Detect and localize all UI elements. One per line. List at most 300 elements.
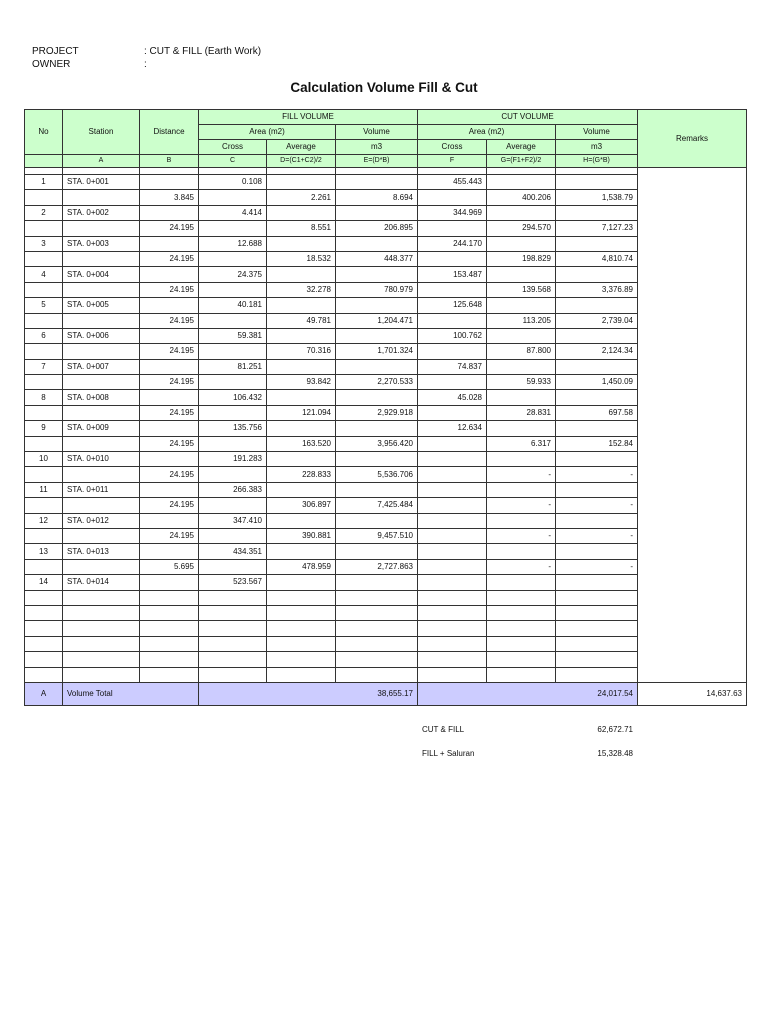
cut-average-value: 198.829: [487, 251, 556, 266]
empty-cell: [556, 667, 638, 682]
cut-volume-cell: [556, 236, 638, 251]
empty-cell: [25, 652, 63, 667]
header-distance: Distance: [140, 110, 199, 155]
cut-cross-cell: [418, 190, 487, 205]
station-no: 7: [25, 359, 63, 374]
empty-cell: [418, 621, 487, 636]
header-cut-cross: Cross: [418, 140, 487, 155]
distance-cell: [140, 236, 199, 251]
fill-average-cell: [267, 513, 336, 528]
header-cut-m3: m3: [556, 140, 638, 155]
cut-volume-value: 3,376.89: [556, 282, 638, 297]
fill-cross-value: 135.756: [199, 421, 267, 436]
empty-cell: [556, 621, 638, 636]
fill-cross-value: 40.181: [199, 298, 267, 313]
empty-cell: [63, 621, 140, 636]
station-cell: [63, 528, 140, 543]
cut-volume-cell: [556, 390, 638, 405]
header-cut-volume-sub: Volume: [556, 125, 638, 140]
fill-volume-cell: [336, 298, 418, 313]
fill-volume-value: 2,727.863: [336, 559, 418, 574]
station-cell: [63, 251, 140, 266]
fill-average-cell: [267, 390, 336, 405]
total-row: [25, 682, 747, 705]
fill-average-cell: [267, 544, 336, 559]
fill-volume-cell: [336, 575, 418, 590]
cut-cross-cell: [418, 405, 487, 420]
cut-average-value: 59.933: [487, 375, 556, 390]
fill-cross-value: 191.283: [199, 452, 267, 467]
fill-volume-cell: [336, 205, 418, 220]
station-cell: [63, 221, 140, 236]
header-cut-average: Average: [487, 140, 556, 155]
distance-cell: [140, 452, 199, 467]
empty-cell: [199, 667, 267, 682]
no-cell: [25, 344, 63, 359]
code-g: G=(F1+F2)/2: [487, 155, 556, 168]
empty-cell: [556, 636, 638, 651]
fill-cross-cell: [199, 251, 267, 266]
cut-volume-cell: [556, 298, 638, 313]
empty-cell: [199, 590, 267, 605]
distance-cell: [140, 575, 199, 590]
volume-table: [24, 109, 747, 706]
fill-saluran-label: FILL + Saluran: [422, 749, 475, 758]
station-name: STA. 0+004: [63, 267, 140, 282]
fill-volume-cell: [336, 482, 418, 497]
fill-cross-cell: [199, 344, 267, 359]
fill-cross-value: 59.381: [199, 328, 267, 343]
empty-cell: [487, 667, 556, 682]
station-cell: [63, 282, 140, 297]
fill-volume-cell: [336, 421, 418, 436]
fill-average-value: 121.094: [267, 405, 336, 420]
code-a: A: [63, 155, 140, 168]
empty-cell: [140, 636, 199, 651]
empty-cell: [487, 590, 556, 605]
cut-volume-value: 1,538.79: [556, 190, 638, 205]
station-name: STA. 0+006: [63, 328, 140, 343]
cut-average-value: -: [487, 498, 556, 513]
cut-cross-cell: [418, 221, 487, 236]
table-body: [25, 168, 747, 683]
empty-cell: [267, 636, 336, 651]
empty-cell: [25, 667, 63, 682]
project-label: PROJECT: [32, 46, 79, 57]
cut-volume-cell: [556, 175, 638, 190]
empty-cell: [487, 652, 556, 667]
fill-cross-value: 523.567: [199, 575, 267, 590]
station-name: STA. 0+005: [63, 298, 140, 313]
page-title: Calculation Volume Fill & Cut: [290, 80, 478, 95]
station-name: STA. 0+007: [63, 359, 140, 374]
empty-cell: [25, 168, 63, 175]
cut-cross-cell: [418, 467, 487, 482]
cut-volume-cell: [556, 482, 638, 497]
empty-cell: [63, 605, 140, 620]
no-cell: [25, 375, 63, 390]
fill-cross-value: 106.432: [199, 390, 267, 405]
station-no: 14: [25, 575, 63, 590]
station-name: STA. 0+003: [63, 236, 140, 251]
cut-cross-value: [418, 482, 487, 497]
cut-volume-value: -: [556, 498, 638, 513]
empty-cell: [487, 621, 556, 636]
project-value: : CUT & FILL (Earth Work): [144, 46, 262, 57]
no-cell: [25, 282, 63, 297]
station-no: 2: [25, 205, 63, 220]
cut-average-cell: [487, 328, 556, 343]
cut-volume-value: -: [556, 467, 638, 482]
fill-cross-cell: [199, 559, 267, 574]
fill-cross-value: 4.414: [199, 205, 267, 220]
distance-value: 24.195: [140, 467, 199, 482]
no-cell: [25, 405, 63, 420]
station-cell: [63, 405, 140, 420]
cut-cross-value: [418, 452, 487, 467]
code-b: B: [140, 155, 199, 168]
station-no: 5: [25, 298, 63, 313]
empty-cell: [267, 590, 336, 605]
station-name: STA. 0+008: [63, 390, 140, 405]
header-cut-area: Area (m2): [418, 125, 556, 140]
cut-average-cell: [487, 575, 556, 590]
empty-cell: [63, 652, 140, 667]
summary-fill-saluran: [422, 749, 633, 761]
fill-average-value: 18.532: [267, 251, 336, 266]
empty-cell: [336, 605, 418, 620]
cut-average-cell: [487, 544, 556, 559]
code-f: F: [418, 155, 487, 168]
fill-average-value: 306.897: [267, 498, 336, 513]
no-cell: [25, 251, 63, 266]
fill-cross-cell: [199, 436, 267, 451]
header-fill-volume: FILL VOLUME: [199, 110, 418, 125]
empty-cell: [25, 605, 63, 620]
empty-cell: [25, 621, 63, 636]
distance-cell: [140, 298, 199, 313]
owner-value: :: [144, 59, 147, 70]
cut-volume-cell: [556, 359, 638, 374]
cut-average-cell: [487, 359, 556, 374]
cut-volume-cell: [556, 513, 638, 528]
fill-volume-value: 1,204.471: [336, 313, 418, 328]
cut-volume-cell: [556, 544, 638, 559]
header-fill-volume-sub: Volume: [336, 125, 418, 140]
cut-cross-value: [418, 575, 487, 590]
empty-cell: [336, 168, 418, 175]
total-remarks: 14,637.63: [638, 682, 747, 705]
empty-cell: [199, 621, 267, 636]
total-no: A: [25, 682, 63, 705]
cut-cross-cell: [418, 528, 487, 543]
header-cut-volume: CUT VOLUME: [418, 110, 638, 125]
cut-volume-value: 7,127.23: [556, 221, 638, 236]
header-fill-m3: m3: [336, 140, 418, 155]
distance-value: 24.195: [140, 221, 199, 236]
distance-value: 24.195: [140, 436, 199, 451]
empty-cell: [418, 652, 487, 667]
fill-volume-value: 780.979: [336, 282, 418, 297]
cut-volume-cell: [556, 575, 638, 590]
header-remarks: Remarks: [638, 110, 747, 168]
distance-value: 24.195: [140, 282, 199, 297]
cut-average-cell: [487, 421, 556, 436]
empty-cell: [63, 590, 140, 605]
empty-cell: [336, 652, 418, 667]
empty-cell: [418, 636, 487, 651]
cut-cross-cell: [418, 344, 487, 359]
station-cell: [63, 190, 140, 205]
fill-volume-cell: [336, 513, 418, 528]
station-no: 12: [25, 513, 63, 528]
fill-average-value: 93.842: [267, 375, 336, 390]
station-no: 9: [25, 421, 63, 436]
empty-cell: [418, 168, 487, 175]
station-cell: [63, 313, 140, 328]
fill-cross-cell: [199, 313, 267, 328]
empty-row: [25, 168, 747, 175]
cut-volume-value: 4,810.74: [556, 251, 638, 266]
code-d: D=(C1+C2)/2: [267, 155, 336, 168]
header-fill-cross: Cross: [199, 140, 267, 155]
owner-line: [32, 58, 147, 71]
project-line: [32, 45, 261, 58]
cut-average-value: 6.317: [487, 436, 556, 451]
station-cell: [63, 436, 140, 451]
fill-cross-value: 24.375: [199, 267, 267, 282]
no-cell: [25, 559, 63, 574]
fill-cross-cell: [199, 498, 267, 513]
fill-average-cell: [267, 298, 336, 313]
distance-value: 24.195: [140, 405, 199, 420]
station-name: STA. 0+012: [63, 513, 140, 528]
empty-cell: [487, 636, 556, 651]
cut-cross-value: 244.170: [418, 236, 487, 251]
cut-cross-value: 100.762: [418, 328, 487, 343]
empty-cell: [418, 605, 487, 620]
empty-cell: [418, 590, 487, 605]
distance-value: 24.195: [140, 375, 199, 390]
cut-average-cell: [487, 267, 556, 282]
distance-cell: [140, 513, 199, 528]
empty-cell: [267, 621, 336, 636]
fill-average-value: 2.261: [267, 190, 336, 205]
station-no: 13: [25, 544, 63, 559]
distance-value: 24.195: [140, 251, 199, 266]
fill-volume-value: 2,929.918: [336, 405, 418, 420]
empty-cell: [487, 168, 556, 175]
fill-cross-cell: [199, 221, 267, 236]
fill-average-cell: [267, 267, 336, 282]
cut-volume-value: 1,450.09: [556, 375, 638, 390]
table-header: [25, 110, 747, 168]
empty-cell: [556, 168, 638, 175]
empty-cell: [199, 605, 267, 620]
empty-cell: [140, 652, 199, 667]
header-fill-area: Area (m2): [199, 125, 336, 140]
fill-cross-value: 12.688: [199, 236, 267, 251]
total-cut-volume: 24,017.54: [418, 682, 638, 705]
no-cell: [25, 528, 63, 543]
cut-cross-cell: [418, 313, 487, 328]
station-name: STA. 0+013: [63, 544, 140, 559]
empty-cell: [63, 636, 140, 651]
cut-average-cell: [487, 298, 556, 313]
station-no: 6: [25, 328, 63, 343]
empty-cell: [63, 667, 140, 682]
code-c: C: [199, 155, 267, 168]
cut-volume-value: -: [556, 559, 638, 574]
owner-label: OWNER: [32, 59, 71, 70]
station-name: STA. 0+001: [63, 175, 140, 190]
station-no: 8: [25, 390, 63, 405]
header-fill-average: Average: [267, 140, 336, 155]
fill-average-value: 228.833: [267, 467, 336, 482]
fill-volume-cell: [336, 359, 418, 374]
cut-average-value: 139.568: [487, 282, 556, 297]
fill-average-value: 70.316: [267, 344, 336, 359]
cut-average-cell: [487, 513, 556, 528]
distance-cell: [140, 175, 199, 190]
fill-volume-cell: [336, 452, 418, 467]
header-no: No: [25, 110, 63, 155]
distance-value: 24.195: [140, 344, 199, 359]
no-cell: [25, 190, 63, 205]
distance-value: 24.195: [140, 528, 199, 543]
fill-volume-value: 8.694: [336, 190, 418, 205]
cut-volume-value: 2,124.34: [556, 344, 638, 359]
cut-average-value: -: [487, 528, 556, 543]
station-no: 4: [25, 267, 63, 282]
distance-cell: [140, 328, 199, 343]
fill-volume-value: 7,425.484: [336, 498, 418, 513]
station-cell: [63, 559, 140, 574]
cut-cross-value: 12.634: [418, 421, 487, 436]
cut-average-cell: [487, 390, 556, 405]
cut-cross-cell: [418, 436, 487, 451]
total-label: Volume Total: [63, 682, 199, 705]
cut-cross-value: [418, 544, 487, 559]
fill-volume-cell: [336, 175, 418, 190]
empty-cell: [267, 652, 336, 667]
empty-cell: [140, 621, 199, 636]
empty-cell: [140, 168, 199, 175]
fill-average-value: 390.881: [267, 528, 336, 543]
station-name: STA. 0+009: [63, 421, 140, 436]
empty-cell: [267, 605, 336, 620]
fill-cross-cell: [199, 282, 267, 297]
empty-cell: [63, 168, 140, 175]
station-cell: [63, 375, 140, 390]
cut-average-value: 294.570: [487, 221, 556, 236]
station-cell: [63, 344, 140, 359]
fill-average-cell: [267, 421, 336, 436]
fill-average-value: 32.278: [267, 282, 336, 297]
cut-volume-cell: [556, 421, 638, 436]
cut-average-cell: [487, 482, 556, 497]
cut-cross-cell: [418, 375, 487, 390]
fill-volume-cell: [336, 390, 418, 405]
cut-cross-value: 125.648: [418, 298, 487, 313]
distance-cell: [140, 421, 199, 436]
cut-average-cell: [487, 175, 556, 190]
cut-volume-value: 697.58: [556, 405, 638, 420]
station-no: 1: [25, 175, 63, 190]
empty-cell: [140, 605, 199, 620]
empty-cell: [25, 636, 63, 651]
empty-cell: [556, 590, 638, 605]
station-name: STA. 0+014: [63, 575, 140, 590]
distance-value: 5.695: [140, 559, 199, 574]
cut-cross-cell: [418, 251, 487, 266]
fill-cross-value: 347.410: [199, 513, 267, 528]
cut-average-value: 400.206: [487, 190, 556, 205]
empty-cell: [140, 667, 199, 682]
cut-volume-cell: [556, 452, 638, 467]
fill-average-cell: [267, 205, 336, 220]
fill-saluran-value: 15,328.48: [597, 749, 633, 758]
distance-cell: [140, 205, 199, 220]
station-name: STA. 0+011: [63, 482, 140, 497]
distance-value: 3.845: [140, 190, 199, 205]
empty-cell: [336, 667, 418, 682]
distance-cell: [140, 544, 199, 559]
fill-volume-value: 2,270.533: [336, 375, 418, 390]
distance-value: 24.195: [140, 313, 199, 328]
fill-cross-cell: [199, 528, 267, 543]
no-cell: [25, 467, 63, 482]
fill-cross-cell: [199, 467, 267, 482]
fill-average-cell: [267, 236, 336, 251]
fill-average-value: 8.551: [267, 221, 336, 236]
summary-cut-fill: [422, 725, 633, 737]
cut-cross-cell: [418, 282, 487, 297]
station-name: STA. 0+002: [63, 205, 140, 220]
fill-volume-value: 5,536.706: [336, 467, 418, 482]
distance-cell: [140, 359, 199, 374]
cut-cross-value: 344.969: [418, 205, 487, 220]
empty-cell: [199, 652, 267, 667]
no-cell: [25, 436, 63, 451]
cut-cross-value: 45.028: [418, 390, 487, 405]
empty-cell: [556, 605, 638, 620]
no-cell: [25, 221, 63, 236]
distance-cell: [140, 267, 199, 282]
fill-volume-value: 3,956.420: [336, 436, 418, 451]
cut-volume-value: -: [556, 528, 638, 543]
cut-volume-value: 152.84: [556, 436, 638, 451]
distance-value: 24.195: [140, 498, 199, 513]
fill-average-cell: [267, 359, 336, 374]
empty-cell: [556, 652, 638, 667]
fill-cross-cell: [199, 405, 267, 420]
distance-cell: [140, 390, 199, 405]
empty-cell: [25, 590, 63, 605]
fill-cross-value: 81.251: [199, 359, 267, 374]
station-name: STA. 0+010: [63, 452, 140, 467]
station-no: 3: [25, 236, 63, 251]
cut-cross-value: 153.487: [418, 267, 487, 282]
empty-cell: [199, 168, 267, 175]
station-cell: [63, 498, 140, 513]
fill-volume-cell: [336, 267, 418, 282]
no-cell: [25, 498, 63, 513]
fill-average-cell: [267, 328, 336, 343]
fill-cross-value: 0.108: [199, 175, 267, 190]
fill-volume-cell: [336, 236, 418, 251]
fill-cross-cell: [199, 190, 267, 205]
